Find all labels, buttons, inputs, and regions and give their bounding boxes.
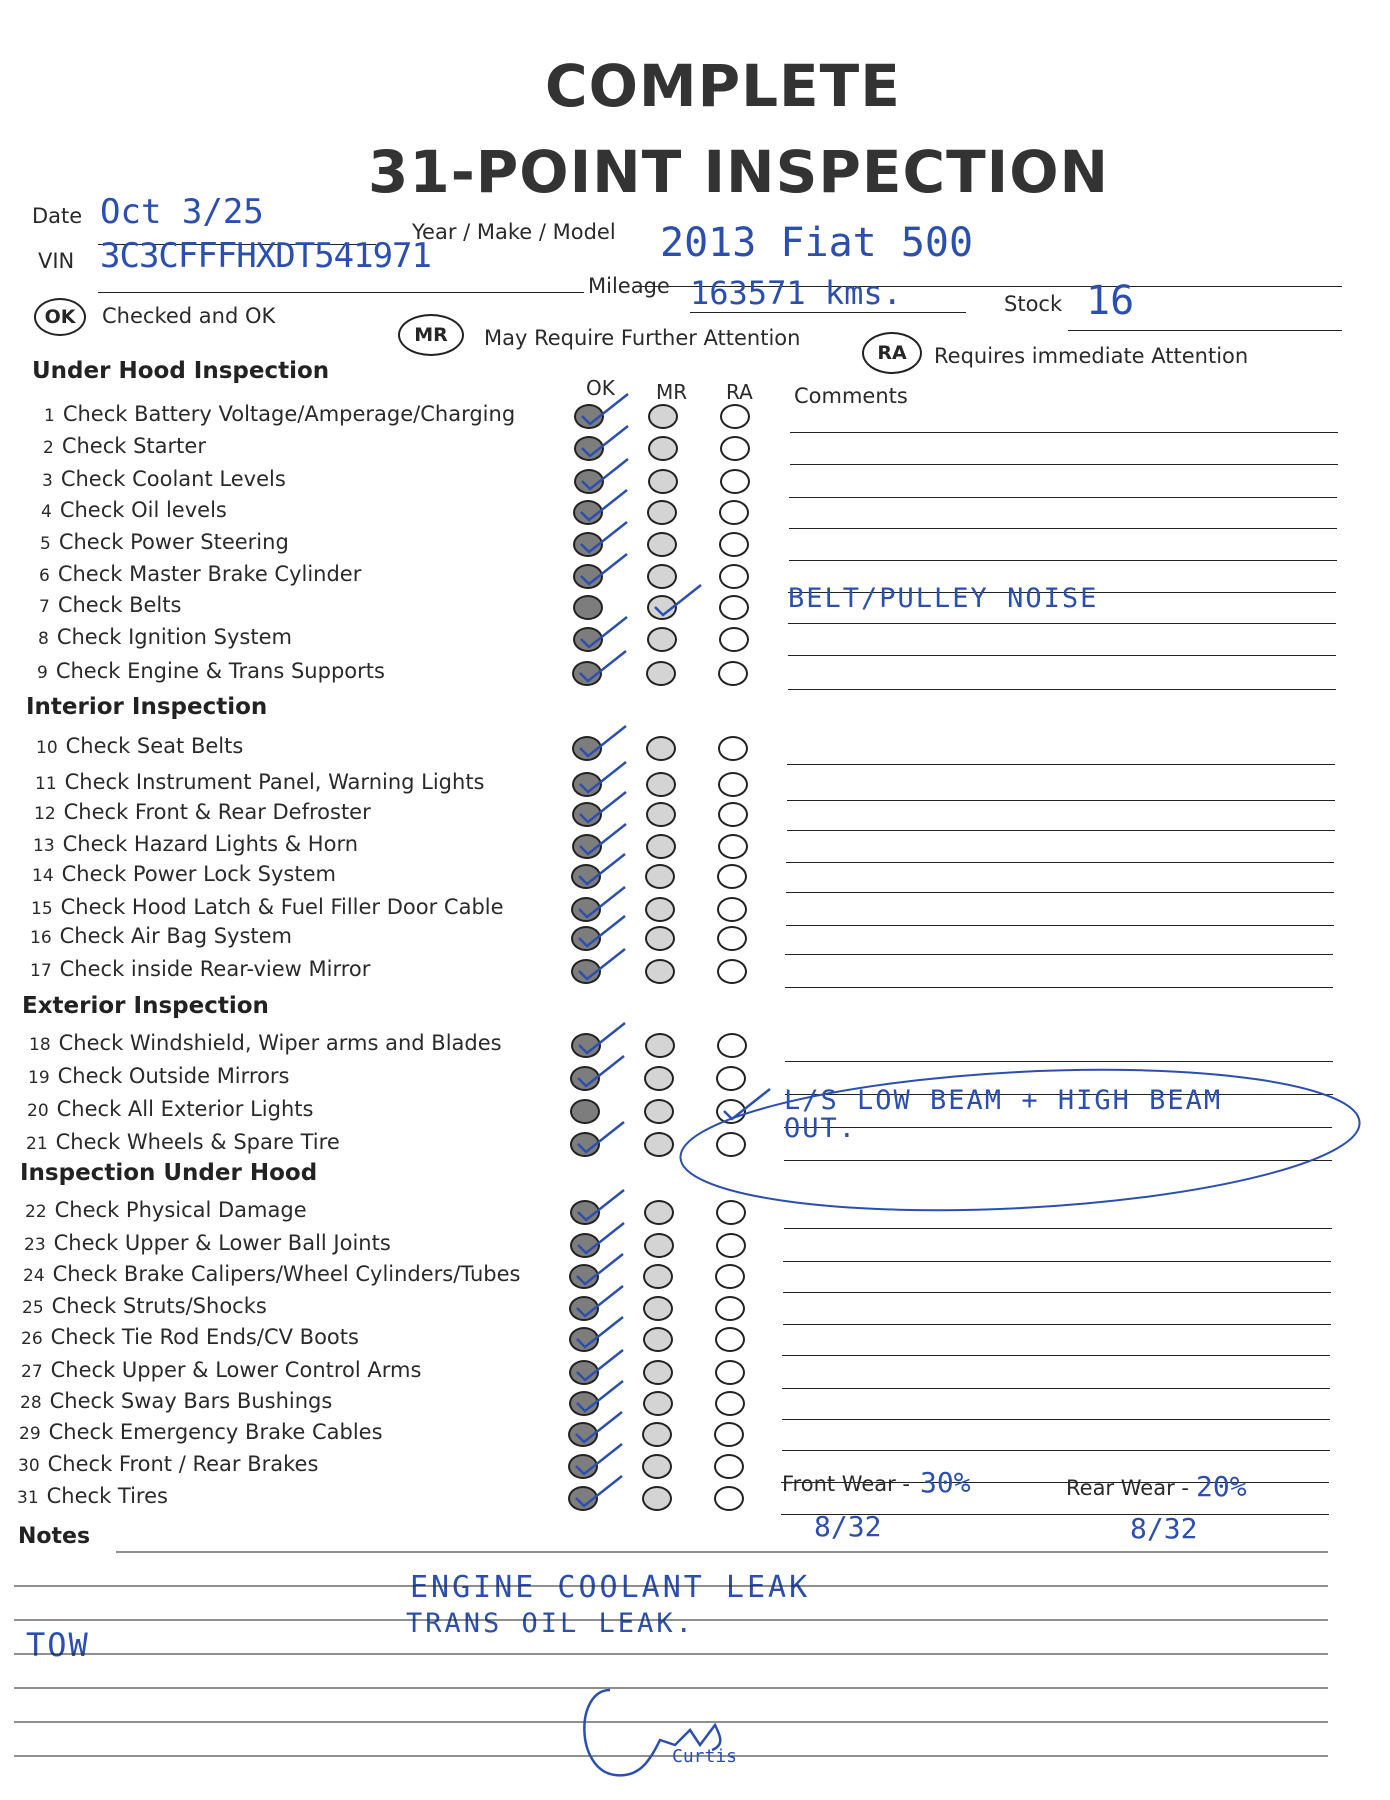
item-number: 2: [43, 438, 54, 458]
item-label: Check Hood Latch & Fuel Filler Door Cable: [60, 895, 504, 919]
mr-legend-text: May Require Further Attention: [484, 326, 801, 350]
item-label: Check Hazard Lights & Horn: [62, 832, 359, 856]
mr-legend-badge: MR: [398, 314, 464, 356]
item-label: Check Instrument Panel, Warning Lights: [64, 770, 485, 794]
item-label: Check Brake Calipers/Wheel Cylinders/Tubes: [52, 1262, 521, 1286]
ok-legend-text: Checked and OK: [102, 304, 276, 328]
column-header-mr: MR: [656, 380, 688, 404]
item-number: 22: [25, 1202, 47, 1222]
front-wear-value[interactable]: 30%: [920, 1466, 971, 1499]
item-number: 25: [22, 1298, 44, 1318]
item-label: Check Power Lock System: [61, 862, 336, 886]
item-number: 10: [36, 738, 58, 758]
notes-line-1[interactable]: ENGINE COOLANT LEAK: [410, 1570, 811, 1605]
item-label: Check Air Bag System: [59, 924, 293, 948]
item-label: Check Oil levels: [59, 498, 227, 522]
item-number: 30: [18, 1456, 40, 1476]
item-number: 16: [30, 928, 52, 948]
vin-label: VIN: [38, 249, 75, 273]
item-label: Check Starter: [61, 434, 206, 458]
section-title: Under Hood Inspection: [32, 358, 330, 384]
signature-text: Curtis: [672, 1746, 738, 1767]
item-label: Check Outside Mirrors: [57, 1064, 290, 1088]
rear-wear-label: Rear Wear -: [1066, 1476, 1189, 1500]
item-number: 1: [44, 406, 55, 426]
item-number: 6: [39, 566, 50, 586]
rear-tread-depth[interactable]: 8/32: [1130, 1512, 1198, 1545]
item-label: Check Upper & Lower Ball Joints: [53, 1231, 391, 1255]
item-number: 27: [21, 1362, 43, 1382]
item-number: 19: [28, 1068, 50, 1088]
item-label: Check Front & Rear Defroster: [63, 800, 371, 824]
ra-legend-badge: RA: [862, 332, 922, 374]
date-label: Date: [32, 204, 83, 228]
front-wear-label: Front Wear -: [782, 1472, 910, 1496]
item-number: 13: [33, 836, 55, 856]
section-title: Exterior Inspection: [22, 993, 269, 1019]
item-number: 24: [23, 1266, 45, 1286]
item-label: Check Upper & Lower Control Arms: [50, 1358, 422, 1382]
stock-label: Stock: [1004, 292, 1063, 316]
item-number: 12: [34, 804, 56, 824]
item-label: Check Struts/Shocks: [51, 1294, 267, 1318]
column-header-ok: OK: [586, 376, 615, 400]
item-label: Check Tie Rod Ends/CV Boots: [50, 1325, 359, 1349]
item-label: Check All Exterior Lights: [56, 1097, 314, 1121]
section-title: Interior Inspection: [26, 694, 268, 720]
year-make-model-value[interactable]: 2013 Fiat 500: [660, 220, 974, 266]
notes-line-2[interactable]: TRANS OIL LEAK.: [406, 1608, 695, 1639]
column-header-ra: RA: [726, 380, 753, 404]
ra-legend-text: Requires immediate Attention: [934, 344, 1249, 368]
item-label: Check Seat Belts: [65, 734, 244, 758]
item-label: Check Front / Rear Brakes: [47, 1452, 319, 1476]
item-label: Check Windshield, Wiper arms and Blades: [58, 1031, 502, 1055]
mileage-label: Mileage: [588, 274, 670, 298]
item-number: 23: [24, 1235, 46, 1255]
item-label: Check Emergency Brake Cables: [48, 1420, 383, 1444]
item-number: 9: [37, 663, 48, 683]
item-number: 15: [31, 899, 53, 919]
item-comment[interactable]: BELT/PULLEY NOISE: [788, 583, 1099, 614]
item-label: Check Sway Bars Bushings: [49, 1389, 333, 1413]
ok-legend-badge: OK: [34, 298, 86, 336]
form-title-line1: COMPLETE: [545, 52, 901, 120]
mileage-value[interactable]: 163571 kms.: [690, 274, 902, 312]
item-number: 28: [20, 1393, 42, 1413]
item-label: Check Power Steering: [58, 530, 289, 554]
notes-tow[interactable]: TOW: [26, 1626, 90, 1664]
date-value[interactable]: Oct 3/25: [100, 192, 264, 232]
item-number: 11: [35, 774, 57, 794]
item-number: 31: [17, 1488, 39, 1508]
item-number: 21: [26, 1134, 48, 1154]
item-label: Check Engine & Trans Supports: [55, 659, 385, 683]
item-number: 14: [32, 866, 54, 886]
item-number: 3: [42, 471, 53, 491]
item-label: Check Coolant Levels: [60, 467, 286, 491]
item-label: Check Master Brake Cylinder: [57, 562, 362, 586]
rear-wear-value[interactable]: 20%: [1196, 1470, 1247, 1503]
item-number: 5: [40, 534, 51, 554]
item-number: 29: [19, 1424, 41, 1444]
item-label: Check Battery Voltage/Amperage/Charging: [62, 402, 516, 426]
section-title: Inspection Under Hood: [20, 1160, 318, 1186]
front-tread-depth[interactable]: 8/32: [814, 1510, 882, 1543]
stock-value[interactable]: 16: [1086, 278, 1135, 324]
item-label: Check Physical Damage: [54, 1198, 307, 1222]
vin-value[interactable]: 3C3CFFFHXDT541971: [100, 236, 431, 276]
item-label: Check Wheels & Spare Tire: [55, 1130, 340, 1154]
item-number: 17: [30, 961, 52, 981]
item-label: Check inside Rear-view Mirror: [59, 957, 371, 981]
form-title-line2: 31-POINT INSPECTION: [368, 138, 1110, 206]
item-comment[interactable]: L/S LOW BEAM + HIGH BEAM OUT.: [784, 1085, 1223, 1144]
item-number: 7: [39, 597, 50, 617]
year-make-model-label: Year / Make / Model: [412, 220, 616, 244]
item-label: Check Tires: [46, 1484, 168, 1508]
item-number: 20: [27, 1101, 49, 1121]
item-number: 8: [38, 629, 49, 649]
attention-ellipse: [677, 1054, 1363, 1225]
column-header-comments: Comments: [794, 384, 908, 408]
notes-label: Notes: [18, 1524, 91, 1549]
item-label: Check Belts: [57, 593, 182, 617]
item-number: 4: [41, 502, 52, 522]
item-number: 26: [21, 1329, 43, 1349]
item-number: 18: [29, 1035, 51, 1055]
item-label: Check Ignition System: [56, 625, 292, 649]
